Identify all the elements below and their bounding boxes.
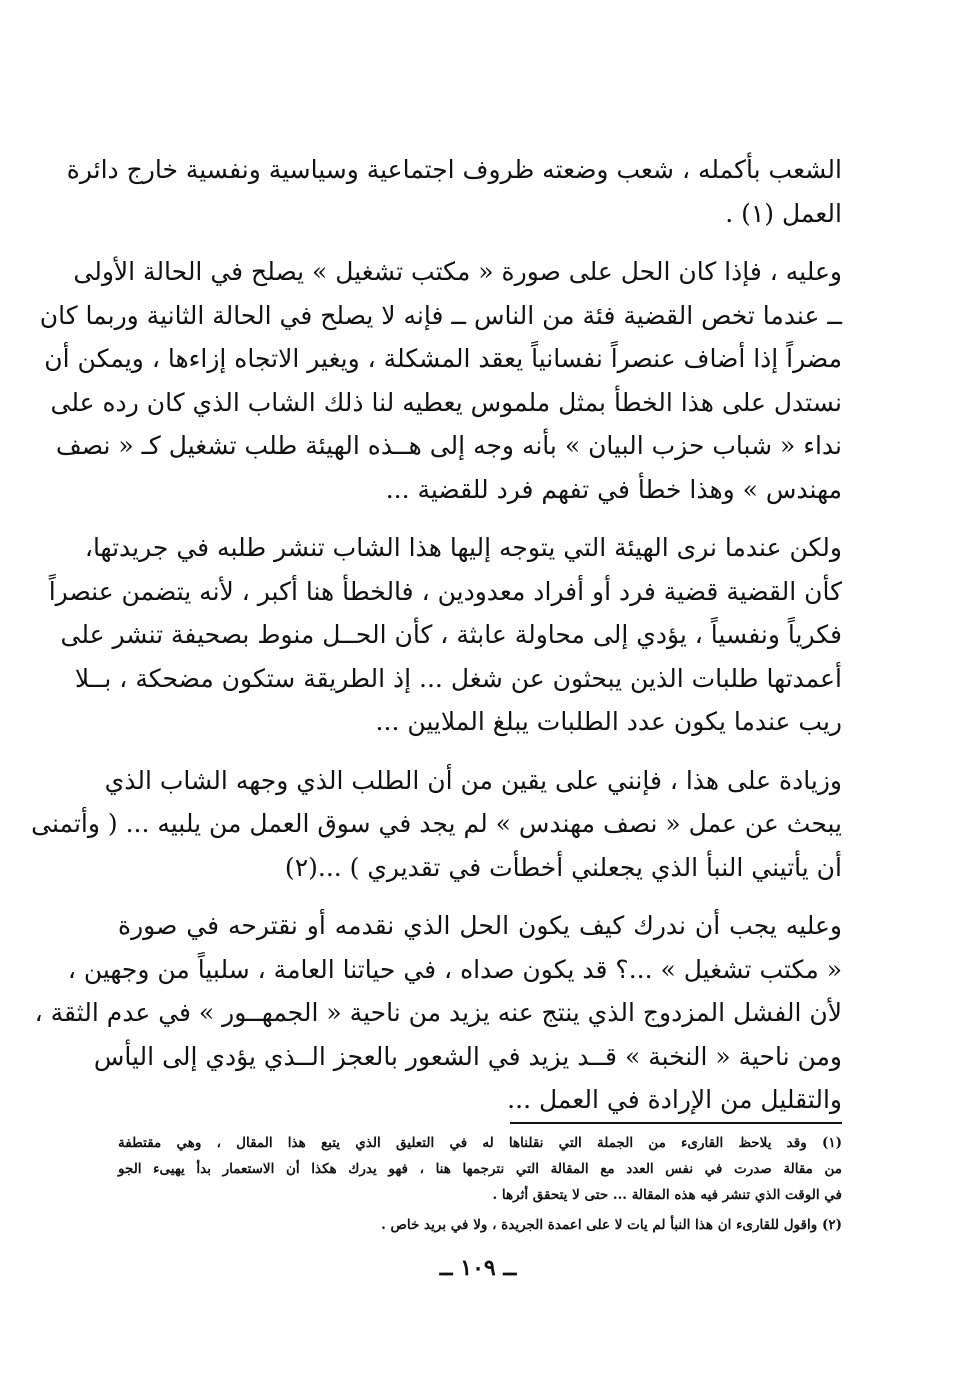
text-line: أعمدتها طلبات الذين يبحثون عن شغل ... إذ الطريقة ستكون مضحكة ، بــلا [74, 663, 842, 693]
text-line: ولكن عندما نرى الهيئة التي يتوجه إليها هذا الشاب تنشر طلبه في جريدتها، [84, 533, 842, 562]
footnote-line: في الوقت الذي تنشر فيه هذه المقالة ... حتى لا يتحقق أثرها . [492, 1187, 842, 1203]
text-line: ريب عندما يكون عدد الطلبات يبلغ الملايين ... [375, 707, 842, 736]
text-line: نستدل على هذا الخطأ بمثل ملموس يعطيه لنا ذلك الشاب الذي كان رده على [50, 387, 842, 417]
text-line: نداء « شباب حزب البيان » بأنه وجه إلى هــذه الهيئة طلب تشغيل كـ « نصف [55, 431, 842, 460]
footnote-1 [118, 1130, 842, 1208]
footnote-line: (١) وقد يلاحظ القارىء من الجملة التي نقلناها له في التعليق الذي يتبع هذا المقال ، وهي مقتطفة [118, 1135, 842, 1151]
text-line: وعليه ، فإذا كان الحل على صورة « مكتب تشغيل » يصلح في الحالة الأولى [73, 257, 842, 286]
paragraph-3 [48, 526, 842, 744]
footnote-2 [118, 1212, 842, 1238]
text-line: الشعب بأكمله ، شعب وضعته ظروف اجتماعية وسياسية ونفسية خارج دائرة [66, 155, 842, 184]
footnote-line: من مقالة صدرت في نفس العدد مع المقالة التي نترجمها هنا ، فهو يدرك هكذا أن الاستعمار بدأ يهيىء الجو [118, 1161, 842, 1177]
text-line: وزيادة على هذا ، فإنني على يقين من أن الطلب الذي وجهه الشاب الذي [104, 765, 842, 795]
footnote-separator [510, 1122, 842, 1124]
text-line: العمل (١) . [725, 198, 842, 228]
text-line: كأن القضية قضية فرد أو أفراد معدودين ، فالخطأ هنا أكبر ، لأنه يتضمن عنصراً [48, 576, 842, 606]
text-line: أن يأتيني النبأ الذي يجعلني أخطأت في تقديري ) ...(٢) [284, 852, 842, 882]
text-line: مهندس » وهذا خطأ في تفهم فرد للقضية ... [385, 474, 842, 504]
paragraph-5 [34, 904, 842, 1122]
main-text [31, 148, 842, 1137]
paragraph-1 [66, 148, 842, 235]
text-line: فكرياً ونفسياً ، يؤدي إلى محاولة عابثة ، كأن الحــل منوط بصحيفة تنشر على [60, 620, 842, 649]
footnote-line: (٢) واقول للقارىء ان هذا النبأ لم يات لا على اعمدة الجريدة ، ولا في بريد خاص . [381, 1217, 842, 1233]
footnotes [118, 1130, 842, 1238]
page-number: ــ ١٠٩ ــ [439, 1255, 517, 1281]
text-line: وعليه يجب أن ندرك كيف يكون الحل الذي نقدمه أو نقترحه في صورة [118, 911, 842, 940]
text-line: ومن ناحية « النخبة » قــد يزيد في الشعور بالعجز الــذي يؤدي إلى اليأس [93, 1041, 842, 1071]
paragraph-4 [31, 759, 842, 890]
paragraph-2 [39, 250, 842, 511]
text-line: مضراً إذا أضاف عنصراً نفسانياً يعقد المشكلة ، ويغير الاتجاه إزاءها ، ويمكن أن [44, 344, 842, 373]
text-line: ــ عندما تخص القضية فئة من الناس ــ فإنه لا يصلح في الحالة الثانية وربما كان [39, 300, 842, 330]
text-line: لأن الفشل المزدوج الذي ينتج عنه يزيد من ناحية « الجمهــور » في عدم الثقة ، [34, 998, 842, 1027]
text-line: والتقليل من الإرادة في العمل ... [507, 1085, 842, 1114]
text-line: يبحث عن عمل « نصف مهندس » لم يجد في سوق العمل من يلبيه ... ( وأتمنى [31, 809, 842, 838]
text-line: « مكتب تشغيل » ...؟ قد يكون صداه ، في حياتنا العامة ، سلبياً من وجهين ، [67, 954, 842, 984]
